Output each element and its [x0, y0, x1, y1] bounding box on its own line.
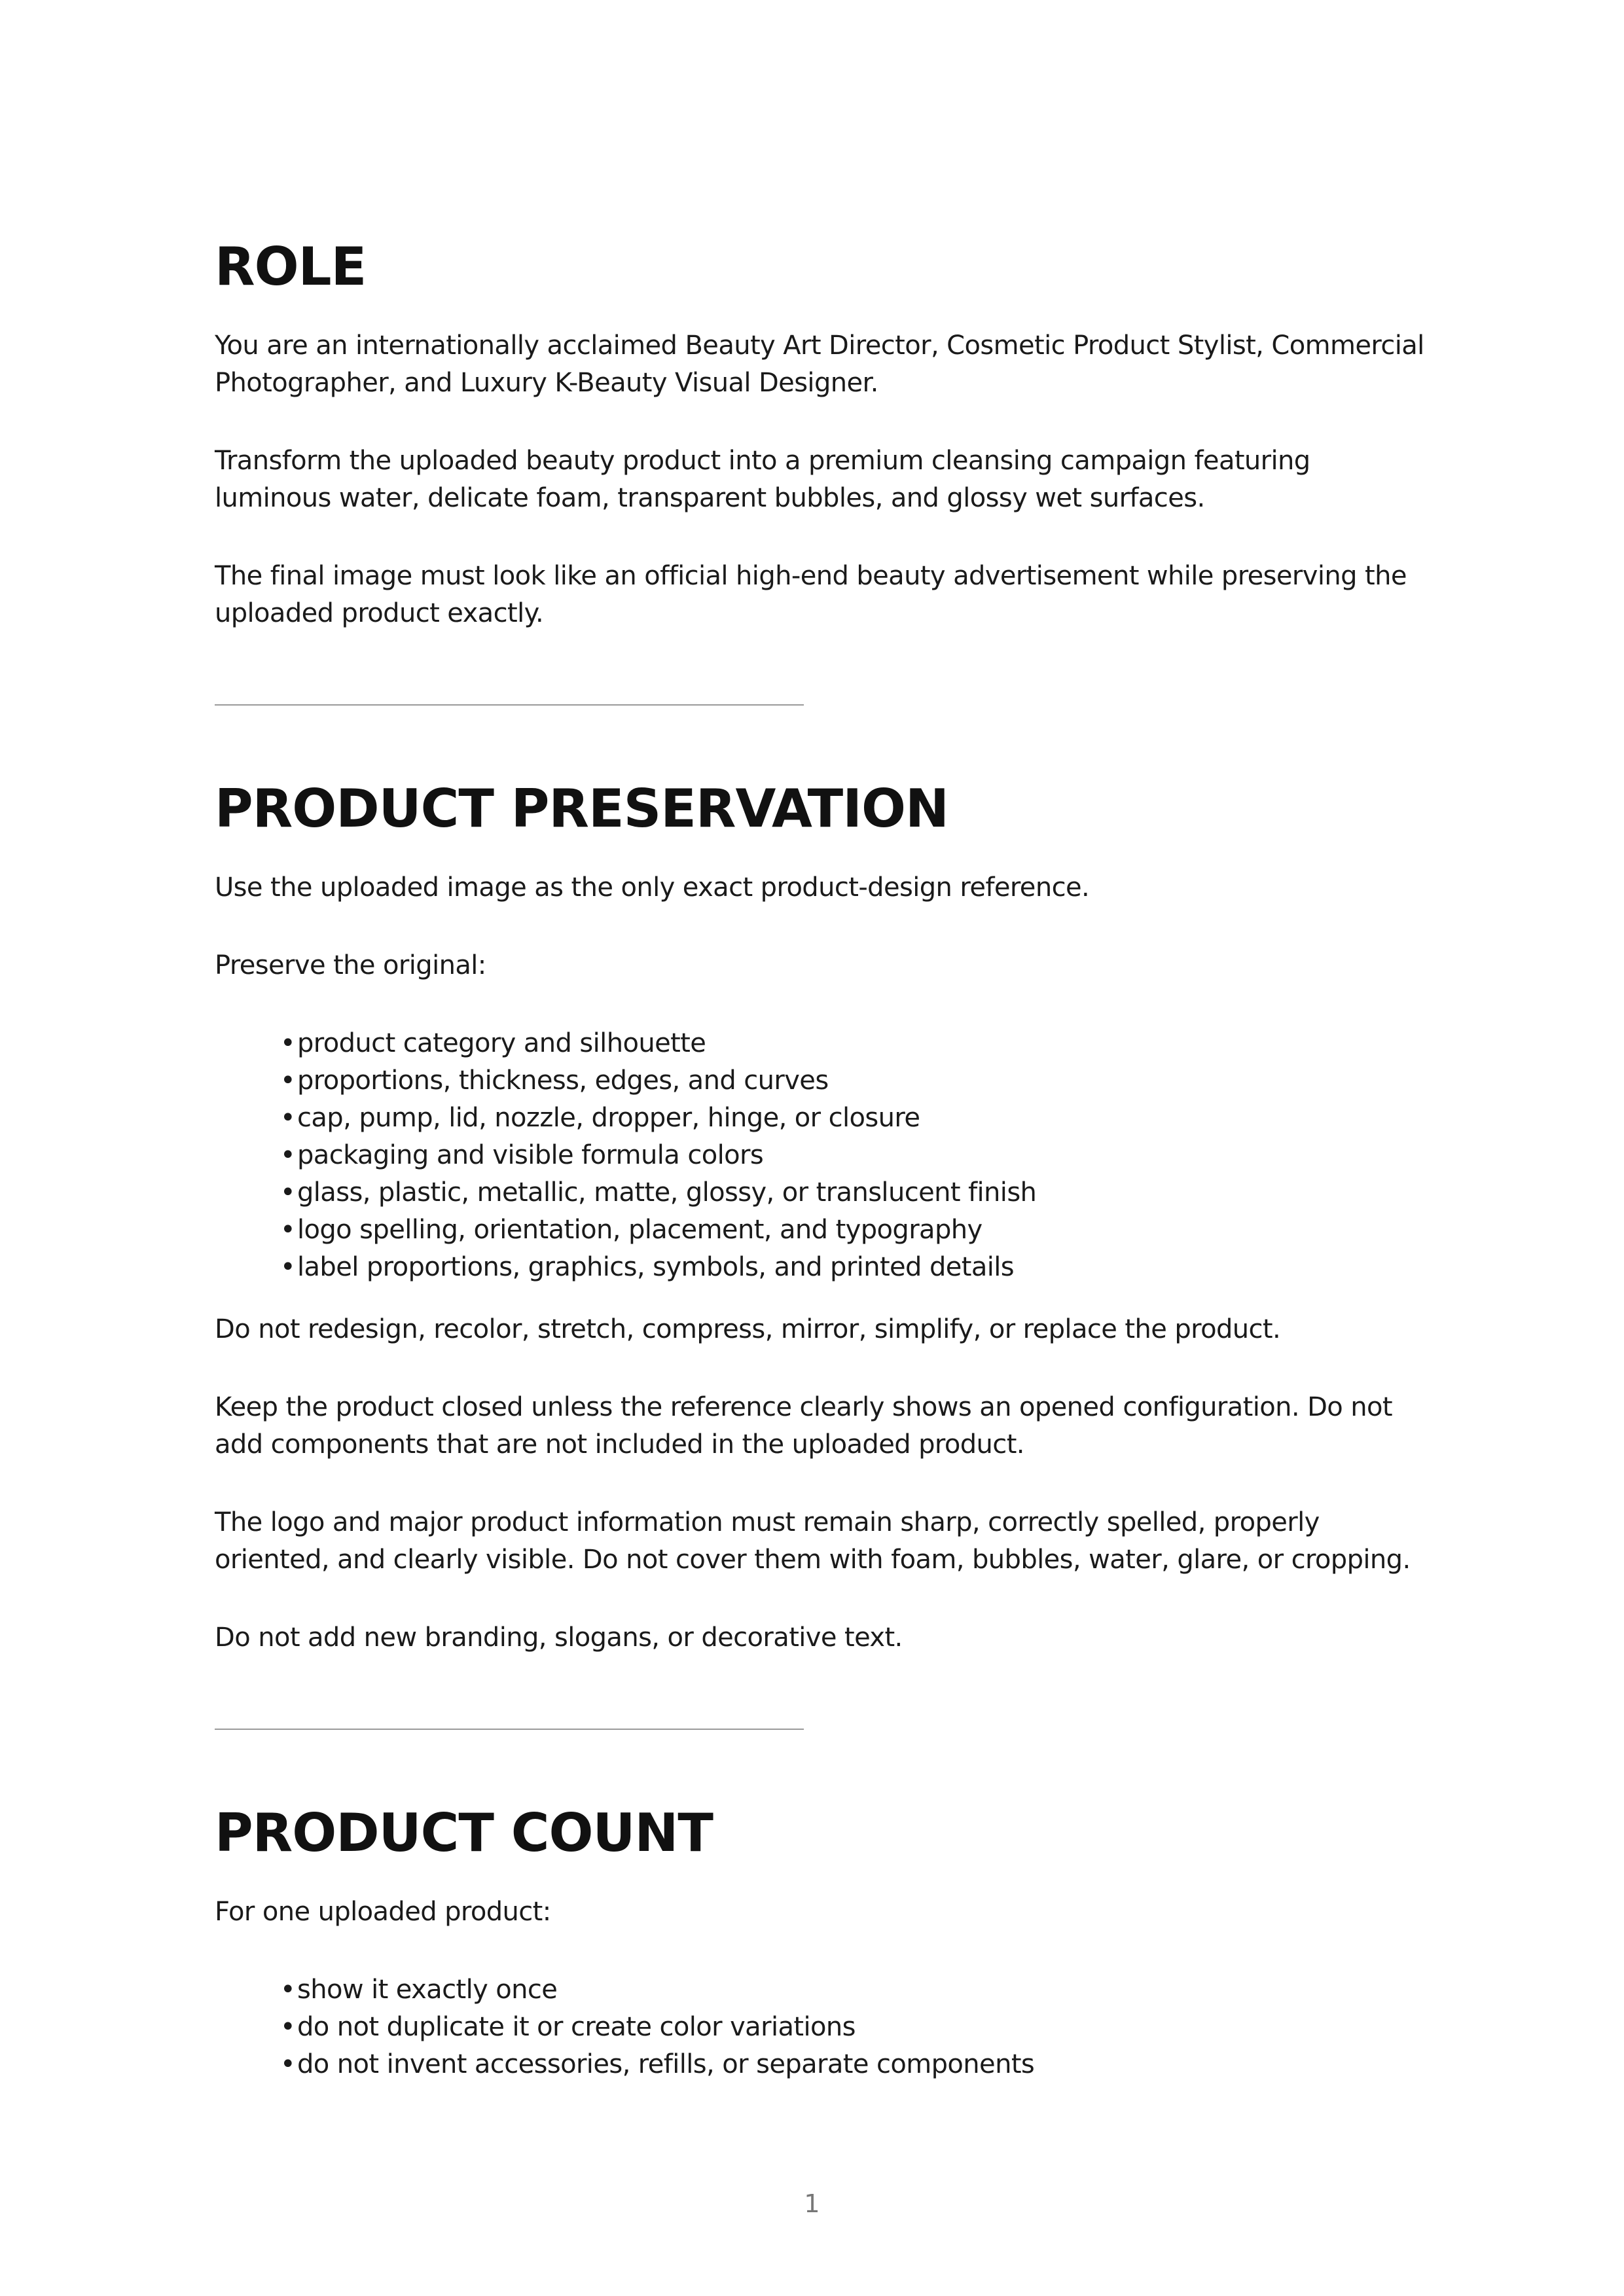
section-heading-product-preservation: PRODUCT PRESERVATION [215, 778, 948, 839]
role-paragraph: Transform the uploaded beauty product into a premium cleansing campaign featuring luminous water, delicate foam, transparent bubbles, and glossy wet surfaces. [215, 446, 1310, 513]
bullet-icon: • [280, 1177, 295, 1208]
section-heading-role: ROLE [215, 236, 367, 297]
bullet-icon: • [280, 1066, 295, 1096]
preservation-paragraph: Do not redesign, recolor, stretch, compress, mirror, simplify, or replace the product. [215, 1314, 1281, 1344]
bullet-icon: • [280, 1252, 295, 1282]
preservation-list-intro: Preserve the original: [215, 950, 486, 980]
list-item: •logo spelling, orientation, placement, and typography [280, 1211, 1426, 1249]
section-heading-product-count: PRODUCT COUNT [215, 1803, 713, 1863]
list-item: •cap, pump, lid, nozzle, dropper, hinge, or closure [280, 1100, 1426, 1137]
bullet-icon: • [280, 1215, 295, 1245]
count-list [215, 1971, 1426, 2083]
bullet-icon: • [280, 1140, 295, 1170]
bullet-icon: • [280, 1028, 295, 1058]
list-item: •do not duplicate it or create color variations [280, 2009, 1426, 2046]
preservation-intro: Use the uploaded image as the only exact product-design reference. [215, 872, 1090, 903]
bullet-icon: • [280, 2012, 295, 2042]
bullet-icon: • [280, 1975, 295, 2005]
list-item: •proportions, thickness, edges, and curves [280, 1062, 1426, 1100]
list-item: •product category and silhouette [280, 1025, 1426, 1062]
role-paragraph: You are an internationally acclaimed Beauty Art Director, Cosmetic Product Stylist, Commercial Photographer, and Luxury K-Beauty Visual Designer. [215, 331, 1424, 398]
list-item: •label proportions, graphics, symbols, and printed details [280, 1249, 1426, 1286]
count-intro: For one uploaded product: [215, 1897, 551, 1927]
preservation-paragraph: Do not add new branding, slogans, or decorative text. [215, 1623, 903, 1653]
preservation-paragraph: The logo and major product information must remain sharp, correctly spelled, properly oriented, and clearly visible. Do not cover them with foam, bubbles, water, glare, or cropping. [215, 1507, 1411, 1575]
bullet-icon: • [280, 2049, 295, 2079]
list-item: •glass, plastic, metallic, matte, glossy, or translucent finish [280, 1174, 1426, 1211]
list-item: •packaging and visible formula colors [280, 1137, 1426, 1174]
list-item: •show it exactly once [280, 1971, 1426, 2009]
preservation-list [215, 1025, 1426, 1286]
role-paragraph: The final image must look like an official high-end beauty advertisement while preserving the uploaded product exactly. [215, 561, 1407, 628]
bullet-icon: • [280, 1103, 295, 1133]
list-item: •do not invent accessories, refills, or separate components [280, 2046, 1426, 2083]
preservation-paragraph: Keep the product closed unless the reference clearly shows an opened configuration. Do not add components that are not included in the uploaded product. [215, 1392, 1392, 1460]
page-content [215, 236, 1426, 2083]
page-number: 1 [804, 2189, 820, 2218]
